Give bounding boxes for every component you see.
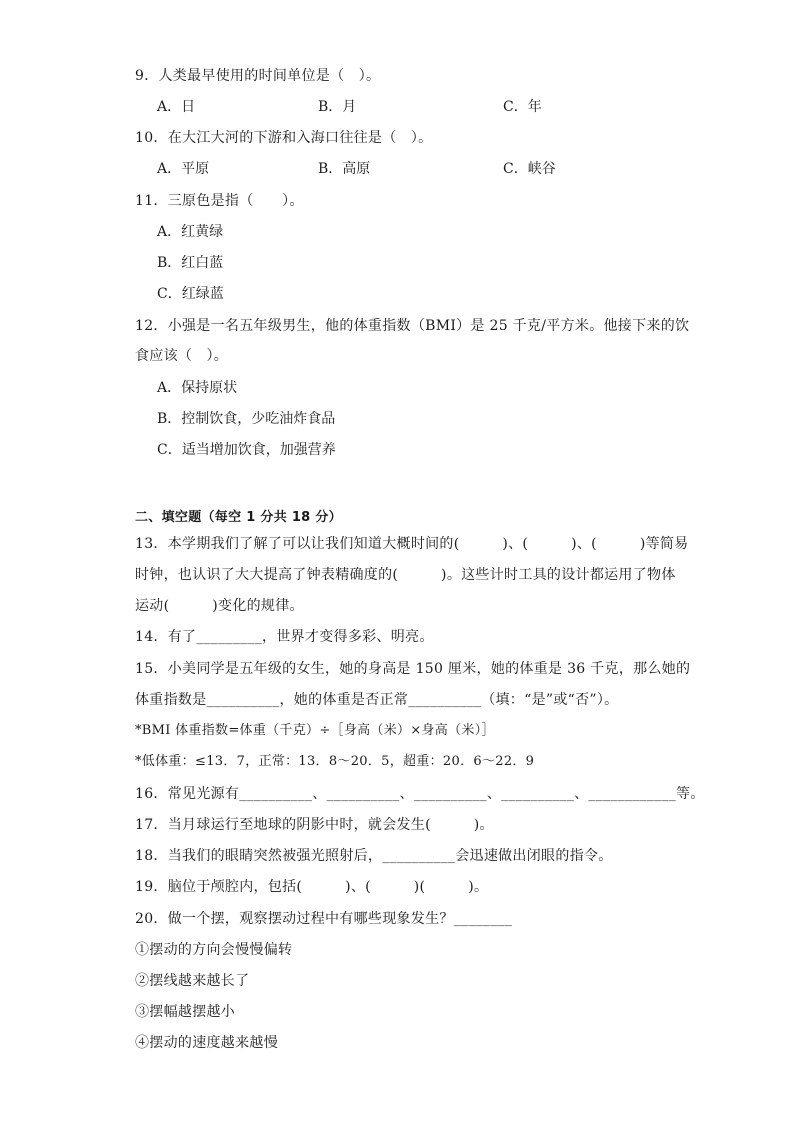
question-12-option-b: B．控制饮食，少吃油炸食品	[157, 411, 336, 427]
question-12-stem-line-1: 12．小强是一名五年级男生，他的体重指数（BMI）是 25 千克/平方米。他接下来的饮	[135, 318, 690, 334]
question-13-line-1: 13．本学期我们了解了可以让我们知道大概时间的( )、( )、( )等简易	[135, 536, 689, 552]
question-14: 14．有了_________，世界才变得多彩、明亮。	[135, 629, 434, 645]
question-11-option-a: A．红黄绿	[157, 224, 224, 240]
question-9-option-c: C．年	[503, 99, 542, 115]
question-9-option-a: A．日	[157, 99, 196, 115]
question-11-stem: 11．三原色是指（ ）。	[135, 193, 304, 209]
section-2-heading: 二、填空题（每空 1 分共 18 分）	[135, 510, 342, 525]
question-9-stem: 9．人类最早使用的时间单位是（ ）。	[135, 68, 381, 84]
question-20-item-4: ④摆动的速度越来越慢	[135, 1035, 278, 1051]
question-15-bmi-ranges: *低体重：≤13．7，正常：13．8～20．5，超重：20．6～22．9	[135, 754, 535, 769]
question-20-item-3: ③摆幅越摆越小	[135, 1004, 236, 1020]
question-12-option-c: C．适当增加饮食，加强营养	[157, 442, 336, 458]
question-18: 18．当我们的眼睛突然被强光照射后，__________会迅速做出闭眼的指令。	[135, 848, 613, 864]
question-19: 19．脑位于颅腔内，包括( )、( )( )。	[135, 879, 489, 895]
question-11-option-b: B．红白蓝	[157, 255, 224, 271]
question-16: 16．常见光源有__________、__________、__________、__________、____________等。	[135, 786, 705, 802]
question-9-option-b: B．月	[318, 99, 357, 115]
question-11-option-c: C．红绿蓝	[157, 286, 224, 302]
question-15-line-1: 15．小美同学是五年级的女生，她的身高是 150 厘米，她的体重是 36 千克，那么她的	[135, 661, 691, 677]
question-20-stem: 20．做一个摆，观察摆动过程中有哪些现象发生？________	[135, 911, 513, 927]
question-15-bmi-formula: *BMI 体重指数=体重（千克）÷［身高（米）×身高（米）］	[135, 723, 495, 738]
question-10-option-b: B．高原	[318, 161, 371, 177]
question-17: 17．当月球运行至地球的阴影中时，就会发生( )。	[135, 817, 494, 833]
question-13-line-3: 运动( )变化的规律。	[135, 598, 304, 614]
question-10-option-a: A．平原	[157, 161, 210, 177]
question-12-stem-line-2: 食应该（ ）。	[135, 348, 229, 364]
question-20-item-2: ②摆线越来越长了	[135, 973, 250, 989]
question-10-option-c: C．峡谷	[503, 161, 556, 177]
question-20-item-1: ①摆动的方向会慢慢偏转	[135, 942, 293, 958]
question-12-option-a: A．保持原状	[157, 380, 238, 396]
question-15-line-2: 体重指数是__________，她的体重是否正常__________（填：“是”或“否”）。	[135, 692, 619, 708]
question-10-stem: 10．在大江大河的下游和入海口往往是（ ）。	[135, 130, 433, 146]
question-13-line-2: 时钟，也认识了大大提高了钟表精确度的( )。这些计时工具的设计都运用了物体	[135, 567, 676, 583]
